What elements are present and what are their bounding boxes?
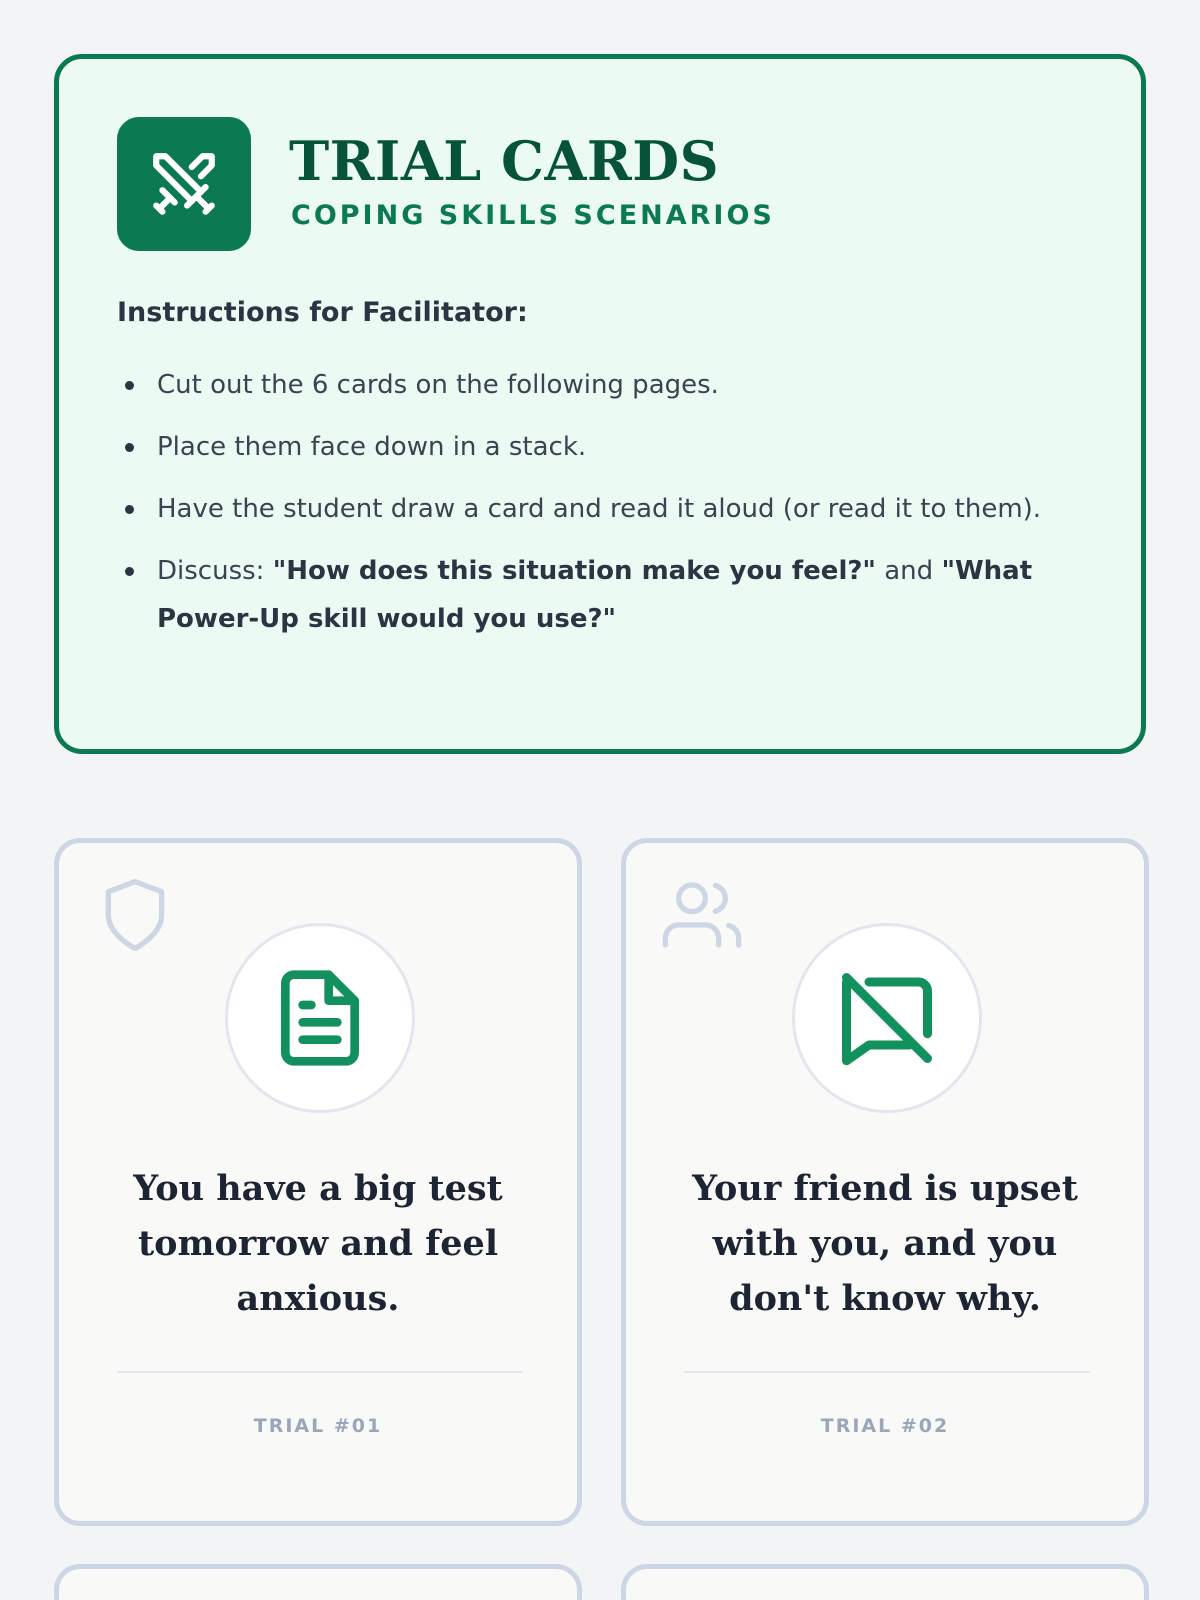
instruction-item: Place them face down in a stack. <box>157 423 1117 471</box>
card-icon-circle <box>225 923 415 1113</box>
logo-badge <box>117 117 251 251</box>
crossed-swords-icon <box>147 147 221 221</box>
discuss-connector: and <box>875 556 942 586</box>
instruction-item: Have the student draw a card and read it aloud (or read it to them). <box>157 485 1117 533</box>
instructions-card <box>54 54 1146 754</box>
trial-card <box>621 838 1149 1526</box>
page-title: TRIAL CARDS <box>289 129 720 193</box>
instruction-item: Cut out the 6 cards on the following pages. <box>157 361 1117 409</box>
trial-card-partial <box>621 1564 1149 1600</box>
card-icon-circle <box>792 923 982 1113</box>
discuss-prefix: Discuss: <box>157 556 273 586</box>
discuss-question-feel: "How does this situation make you feel?" <box>272 556 876 586</box>
card-divider <box>684 1371 1090 1373</box>
trial-number-label: TRIAL #02 <box>820 1415 950 1437</box>
page-subtitle: COPING SKILLS SCENARIOS <box>291 200 775 231</box>
card-divider <box>117 1371 523 1373</box>
trial-card-partial <box>54 1564 582 1600</box>
trial-card <box>54 838 582 1526</box>
trial-number-label: TRIAL #01 <box>253 1415 383 1437</box>
discuss-question-skill: "What Power-Up skill would you use?" <box>157 556 1033 634</box>
message-off-icon <box>833 964 941 1072</box>
instruction-item-discuss <box>157 547 1117 643</box>
document-icon <box>268 966 372 1070</box>
users-icon <box>662 875 742 955</box>
scenario-text: Your friend is upset with you, and you don't know why. <box>692 1168 1078 1319</box>
scenario-text: You have a big test tomorrow and feel anxious. <box>133 1168 503 1319</box>
instructions-list <box>117 361 1117 657</box>
instructions-heading: Instructions for Facilitator: <box>117 297 528 328</box>
shield-icon <box>95 875 175 955</box>
